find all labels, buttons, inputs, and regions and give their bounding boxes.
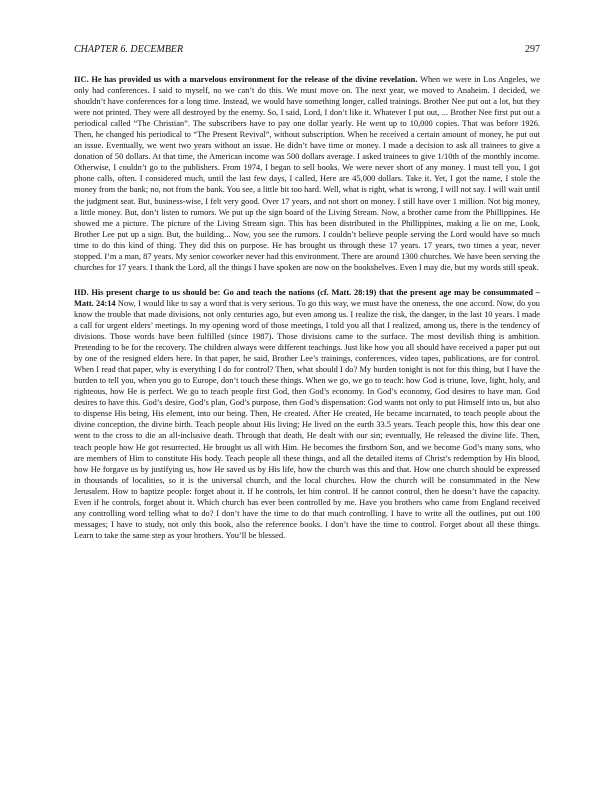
section-heading: IID. His present charge to us should be: Go and teach the nations (cf. Matt. 28:19) that the present age may be consummated – Matt. 24:14	[74, 287, 540, 308]
section-iid	[74, 287, 540, 541]
section-body: When we were in Los Angeles, we only had conferences. I said to myself, no we can’t do this. We must move on. The next year, we moved to Anaheim. I decided, we shouldn’t have conferences for a long time. Instead, we would have something longer, called trainings. Brother Nee put out a lot, but they were not printed. They were all destroyed by the enemy. So, I said, Lord, I don’t like it. Whatever I put out, ... Brother Nee first put out a periodical called “The Christian”. The subscribers have to pay one dollar yearly. He went up to 10,000 copies. That was before 1926. Then, he changed his periodical to “The Present Revival”, without subscription. When he received a certain amount of money, he put out an issue. Eventually, we went two years without an issue. He didn’t have time or money. I made a decision to ask all trainees to give a donation of 50 dollars. At that time, the American income was 500 dollars average. I asked trainees to give 1/10th of the monthly income. Otherwise, I couldn’t go to the publishers. From 1974, I began to sell books. We were never short of any money. I must tell you, I got phone calls, often. I considered much, until the last few days, I called, Here are 45,000 dollars. Take it. Yet, I got the name, I stole the money from the bank; no, not from the bank. You see, a little bit too hard. Well, what is right, what is wrong, I will not say. I will wait until the judgment seat. But, business-wise, I felt very good. Over 17 years, and not short on money. I still have over 1 million. Not big money, a little money. But, don’t listen to rumors. We put up the sign board of the Living Stream. Now, a brother came from the Phillippines. He showed me a picture. The picture of the Living Stream sign. This has been distributed in the Phillippines, making a lie on me, Look, Brother Lee put up a sign. But, the building... Now, you see the rumors. I couldn’t believe people serving the Lord would have so much time to do this kind of thing. They did this on purpose. He has brought us through these 17 years. 17 years, two times a year, never stopped. I’m a man, 87 years. My senior coworker never had this environment. There are around 1300 churches. We have been serving the churches for 17 years. I thank the Lord, all the things I have spoken are now on the bookshelves. Even I may die, but my words still speak.	[74, 75, 540, 272]
chapter-title: CHAPTER 6. DECEMBER	[74, 44, 184, 55]
section-iic	[74, 74, 540, 273]
page-number: 297	[525, 44, 540, 55]
running-header	[74, 44, 540, 58]
section-heading: IIC. He has provided us with a marvelous environment for the release of the divine revelation.	[74, 75, 421, 84]
section-body: Now, I would like to say a word that is very serious. To go this way, we must have the oneness, the one accord. Now, do you know the trouble that made divisions, not only centuries ago, but even among us. I realize the risk, the danger, in the last 10 years. I made a call for urgent elders’ meetings. In my opening word of those meetings, I told you all that I realized, among us, there is the tendency of divisions. Those words have been fulfilled (since 1987). Those divisions came to the surface. The most devilish thing is ambition. Pretending to be for the recovery. The children always were different teachings. Just like how you all should have received a paper put out by one of the resigned elders here. In that paper, he said, Brother Lee’s trainings, conferences, video tapes, publications, are for control. When I read that paper, why is everything I do for control? Then, what should I do? My burden tonight is not for this thing, but I have the burden to tell you, when you go to Europe, don’t touch these things. When we go, we go to teach: how God is triune, love, light, holy, and righteous, how He is perfect. We go to teach people first God, then God’s economy. In God’s economy, God desires to have man. God desires to have this. God’s desire, God’s plan, God’s purpose, then God’s dispensation: God wants not only to put Himself into us, but also to dispense His being, His element, into our being. Then, He created. After He created, He became incarnated, to teach people about the divine conception, the divine birth. Teach people about His living; He lived on the earth 33.5 years. Teach people this, how this dear one went to the cross to die an all-inclusive death. Through that death, He dealt with our sin; eventually, He released the divine life. Then, teach people how He got resurrected. He brought us all with Him. He becomes the firstborn Son, and we become God’s many sons, who are members of Him to constitute His body. Teach people all these things, and all the detailed items of Christ’s redemption by His blood, how He forgave us by justifying us, how He saved us by His life, how the church was this and that. How one church should be expressed in thousands of localities, so it is the universal church, and the local churches. How the church will be consummated in the New Jerusalem. How to baptize people: forget about it. If he controls, let him control. If he cannot control, then he doesn’t have the capacity. Even if he controls, forget about it. Which church has ever been controlled by me. Have you brothers who came from England received any controlling word telling what to do? I don’t have the time to do that much controlling. I have to write all the outlines, put out 100 messages; I have to study, not only this book, also the reference books. I don’t have the time to control. Forget about all these things. Learn to take the same step as your brothers. You’ll be blessed.	[74, 298, 540, 540]
